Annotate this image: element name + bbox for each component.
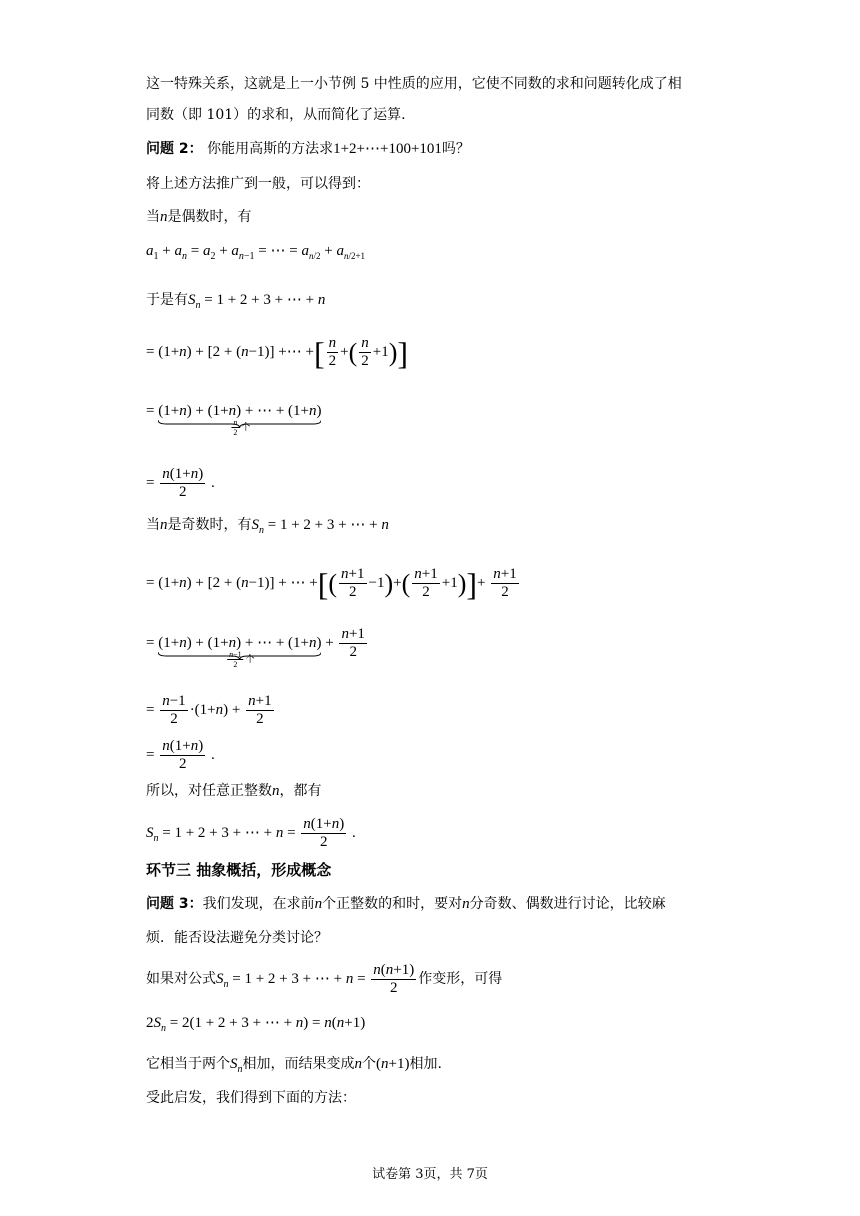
even-result: = $\frac{n(1+n)}{2}$ . xyxy=(146,466,215,501)
even-step-2: = (1+n) + (1+n) + ⋯ + (1+n) $\frac{n}{2}$ 个 xyxy=(146,403,322,438)
odd-post: 是奇数时，有 xyxy=(167,517,252,533)
question-3-line-2: 烦．能否设法避免分类讨论？ xyxy=(146,930,328,946)
count-even-label: 个 xyxy=(241,421,251,432)
even-step-1: = (1+n) + [2 + (n−1)] +⋯ +[ $\frac{n}{2}$ +( $\frac{n}{2}$ +1)] xyxy=(146,334,409,371)
odd-step-2: = (1+n) + (1+n) + ⋯ + (1+n) $\frac{n-1}{2}$ 个 + $\frac{n+1}{2}$ xyxy=(146,626,365,670)
question-3-label: 问题 3： xyxy=(146,896,203,912)
equiv-b: 相加，而结果变成 xyxy=(242,1056,355,1072)
question-2 xyxy=(146,142,470,157)
odd-case-intro: 当n是奇数时，有$S_n = 1 + 2 + 3$ + ⋯ + n xyxy=(146,517,389,536)
inspire-text: 受此启发，我们得到下面的方法： xyxy=(146,1090,356,1106)
even-pre: 当 xyxy=(146,209,160,225)
q3-text-a: 我们发现，在求前 xyxy=(202,896,315,912)
formula-pre: 如果对公式 xyxy=(146,971,216,988)
underbrace-even: (1+n) + (1+n) + ⋯ + (1+n) $\frac{n}{2}$ 个 xyxy=(158,403,322,438)
question-2-tail: 吗？ xyxy=(441,141,470,157)
question-2-expr: 1+2+⋯+100+101 xyxy=(333,141,442,157)
so-have-label: 于是有 xyxy=(146,292,188,308)
question-2-text: 你能用高斯的方法求 xyxy=(207,141,334,157)
conclusion-formula: $S_n = 1 + 2 + 3$ + ⋯ + n = $\frac{n(1+n)}{2}$ . xyxy=(146,816,356,851)
generalize-text: 将上述方法推广到一般，可以得到： xyxy=(146,176,370,192)
equation-pairs: $a_1 + a_n = a_2 + a_{n-1}$ = ⋯ = $a_{n/2} + a_{n/2+1}$ xyxy=(146,243,366,262)
sn-even-def: 于是有$S_n = 1 + 2 + 3$ + ⋯ + n xyxy=(146,292,326,311)
question-2-label: 问题 2： xyxy=(146,141,203,157)
q3-text-c: 分奇数、偶数进行讨论，比较麻 xyxy=(469,896,666,912)
formula-transform: 如果对公式$S_n = 1 + 2 + 3$ + ⋯ + n = $\frac{n(n+1)}{2}$ 作变形，可得 xyxy=(146,962,503,997)
even-post: 是偶数时，有 xyxy=(167,209,252,225)
so-label: 所以，对任意正整数 xyxy=(146,783,272,799)
paragraph-line-1: 这一特殊关系，这就是上一小节例 5 中性质的应用，它使不同数的求和问题转化成了相 xyxy=(146,76,682,92)
odd-step-3: = $\frac{n-1}{2}$ ·(1+n) + $\frac{n+1}{2}$ xyxy=(146,693,272,728)
even-case-intro xyxy=(146,210,252,225)
equiv-c: 个 xyxy=(362,1056,376,1072)
section-3-heading: 环节三 抽象概括，形成概念 xyxy=(146,861,332,879)
double-sum: $2S_n = 2(1 + 2 + 3$ + ⋯ + n) = n(n+1) xyxy=(146,1015,366,1034)
formula-post: 作变形，可得 xyxy=(418,971,503,988)
page-footer: 试卷第 3页，共 7页 xyxy=(372,1167,488,1182)
equiv-d: 相加. xyxy=(409,1056,442,1072)
paragraph-line-2: 同数（即 101）的求和，从而简化了运算. xyxy=(146,107,406,123)
q3-text-b: 个正整数的和时，要对 xyxy=(322,896,463,912)
underbrace-odd: (1+n) + (1+n) + ⋯ + (1+n) $\frac{n-1}{2}$ 个 xyxy=(158,635,322,670)
equiv-a: 它相当于两个 xyxy=(146,1056,230,1072)
equivalence-text: 它相当于两个$S_n$相加，而结果变成n个(n+1)相加. xyxy=(146,1056,442,1075)
so-tail: ，都有 xyxy=(279,783,322,799)
odd-pre: 当 xyxy=(146,517,160,533)
question-3-line-1: 问题 3：我们发现，在求前n个正整数的和时，要对n分奇数、偶数进行讨论，比较麻 xyxy=(146,896,666,912)
odd-result: = $\frac{n(1+n)}{2}$ . xyxy=(146,738,215,773)
odd-step-1: = (1+n) + [2 + (n−1)] + ⋯ +[( $\frac{n+1}{2}$ −1)+( $\frac{n+1}{2}$ +1)]+ $\frac{n+1}{2}$ xyxy=(146,565,517,602)
count-odd-label: 个 xyxy=(245,653,255,664)
conclusion-intro: 所以，对任意正整数n，都有 xyxy=(146,783,322,799)
var-n: n xyxy=(160,209,168,225)
